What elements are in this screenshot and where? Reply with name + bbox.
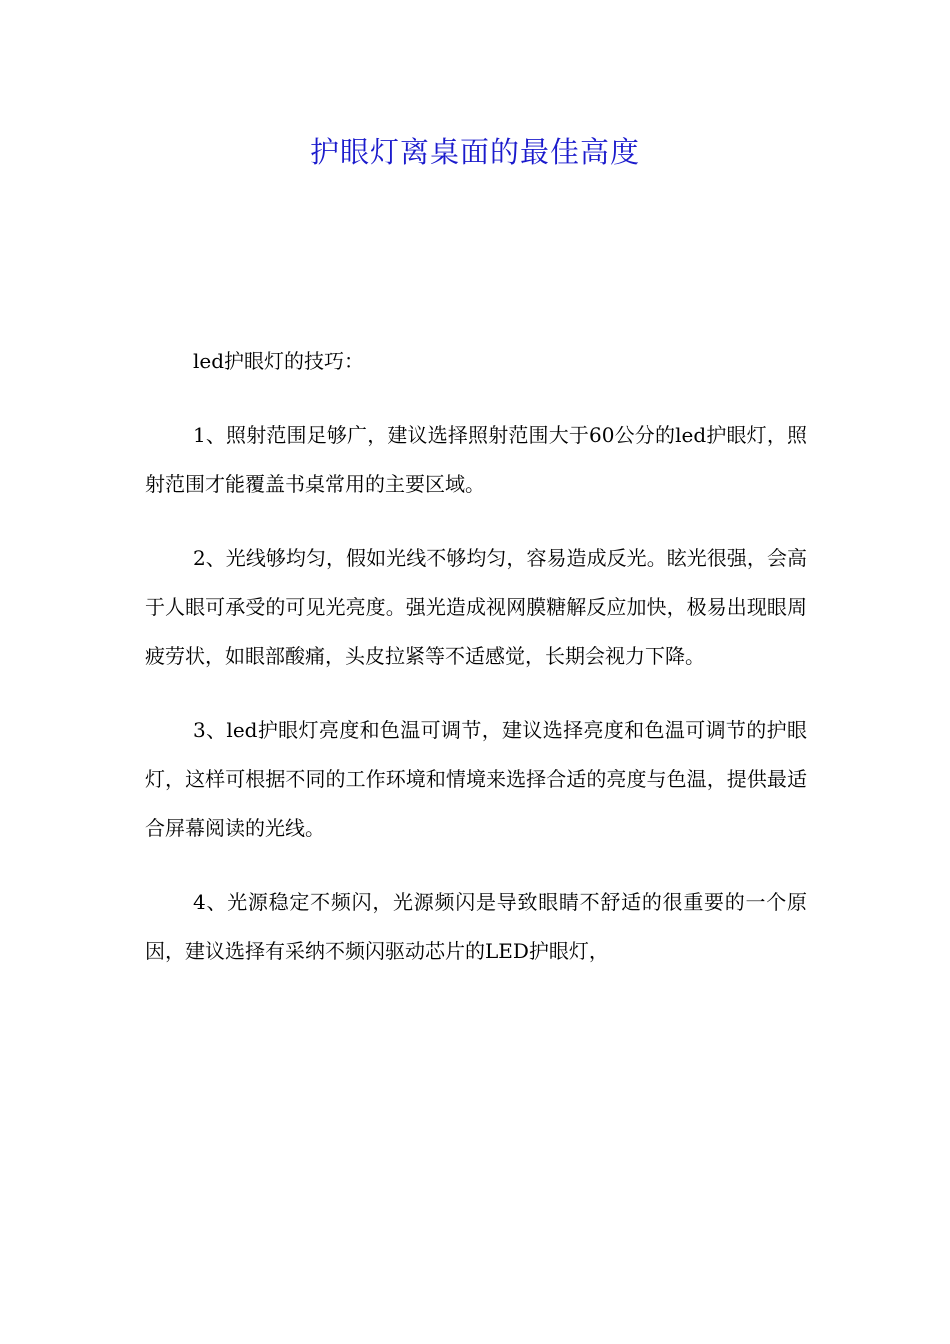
paragraph-tip-3: 3、led护眼灯亮度和色温可调节，建议选择亮度和色温可调节的护眼灯，这样可根据不同的工作环境和情境来选择合适的亮度与色温，提供最适合屏幕阅读的光线。	[145, 718, 807, 840]
paragraph-tip-1: 1、照射范围足够广，建议选择照射范围大于60公分的led护眼灯，照射范围才能覆盖书桌常用的主要区域。	[145, 423, 807, 496]
paragraph-intro: led护眼灯的技巧：	[193, 349, 365, 373]
paragraph-tip-2: 2、光线够均匀，假如光线不够均匀，容易造成反光。眩光很强，会高于人眼可承受的可见光亮度。强光造成视网膜糖解反应加快，极易出现眼周疲劳状，如眼部酸痛，头皮拉紧等不适感觉，长期会视力下降。	[145, 546, 807, 668]
paragraph-tip-4: 4、光源稳定不频闪，光源频闪是导致眼睛不舒适的很重要的一个原因，建议选择有采纳不频闪驱动芯片的LED护眼灯，	[145, 890, 807, 963]
document-title: 护眼灯离桌面的最佳高度	[309, 135, 640, 169]
document-body	[145, 337, 807, 1001]
